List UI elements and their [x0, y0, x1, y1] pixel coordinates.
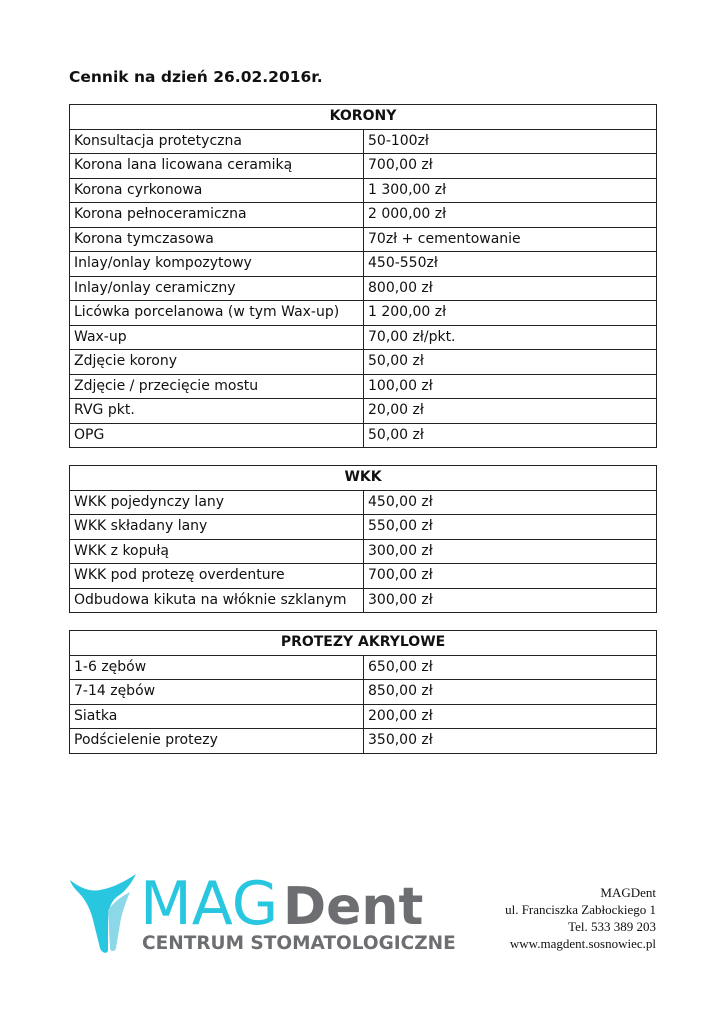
price-cell: 550,00 zł [364, 515, 657, 540]
service-name-cell: Korona cyrkonowa [70, 178, 364, 203]
service-name-cell: Zdjęcie / przecięcie mostu [70, 374, 364, 399]
table-row [70, 655, 657, 680]
price-cell: 450-550zł [364, 252, 657, 277]
table-header: PROTEZY AKRYLOWE [70, 631, 657, 656]
table-row [70, 276, 657, 301]
clinic-phone: Tel. 533 389 203 [568, 919, 656, 934]
service-name-cell: WKK pod protezę overdenture [70, 564, 364, 589]
service-name-cell: Inlay/onlay ceramiczny [70, 276, 364, 301]
clinic-website: www.magdent.sosnowiec.pl [509, 936, 656, 951]
price-cell: 1 200,00 zł [364, 301, 657, 326]
service-name-cell: Korona tymczasowa [70, 227, 364, 252]
price-cell: 700,00 zł [364, 564, 657, 589]
table-row [70, 301, 657, 326]
service-name-cell: Licówka porcelanowa (w tym Wax-up) [70, 301, 364, 326]
service-name-cell: Inlay/onlay kompozytowy [70, 252, 364, 277]
magdent-logo [68, 862, 456, 957]
service-name-cell: 7-14 zębów [70, 680, 364, 705]
clinic-address [505, 884, 656, 952]
price-cell: 50,00 zł [364, 350, 657, 375]
table-row [70, 178, 657, 203]
price-cell: 800,00 zł [364, 276, 657, 301]
table-row [70, 374, 657, 399]
price-table-protezy-akrylowe [69, 630, 657, 754]
service-name-cell: WKK z kopułą [70, 539, 364, 564]
table-row [70, 350, 657, 375]
logo-brand-dent: Dent [283, 877, 424, 937]
service-name-cell: RVG pkt. [70, 399, 364, 424]
table-row [70, 325, 657, 350]
price-cell: 1 300,00 zł [364, 178, 657, 203]
price-table-wkk [69, 465, 657, 613]
price-cell: 70,00 zł/pkt. [364, 325, 657, 350]
table-row [70, 539, 657, 564]
logo-brand-mag: MAG [140, 869, 279, 939]
price-cell: 300,00 zł [364, 539, 657, 564]
price-cell: 650,00 zł [364, 655, 657, 680]
table-row [70, 515, 657, 540]
logo-tagline: CENTRUM STOMATOLOGICZNE [142, 933, 456, 954]
table-header: KORONY [70, 105, 657, 130]
table-row [70, 399, 657, 424]
service-name-cell: Podścielenie protezy [70, 729, 364, 754]
service-name-cell: Wax-up [70, 325, 364, 350]
price-cell: 450,00 zł [364, 490, 657, 515]
service-name-cell: Zdjęcie korony [70, 350, 364, 375]
table-row [70, 252, 657, 277]
service-name-cell: Korona lana licowana ceramiką [70, 154, 364, 179]
service-name-cell: OPG [70, 423, 364, 448]
service-name-cell: 1-6 zębów [70, 655, 364, 680]
price-cell: 50,00 zł [364, 423, 657, 448]
price-cell: 100,00 zł [364, 374, 657, 399]
price-cell: 20,00 zł [364, 399, 657, 424]
service-name-cell: WKK pojedynczy lany [70, 490, 364, 515]
table-row [70, 564, 657, 589]
service-name-cell: WKK składany lany [70, 515, 364, 540]
service-name-cell: Siatka [70, 704, 364, 729]
table-row [70, 729, 657, 754]
price-cell: 700,00 zł [364, 154, 657, 179]
price-cell: 850,00 zł [364, 680, 657, 705]
table-row [70, 423, 657, 448]
table-row [70, 680, 657, 705]
table-header: WKK [70, 466, 657, 491]
page-title: Cennik na dzień 26.02.2016r. [69, 68, 323, 86]
table-row [70, 154, 657, 179]
table-row [70, 203, 657, 228]
service-name-cell: Odbudowa kikuta na włóknie szklanym [70, 588, 364, 613]
price-cell: 50-100zł [364, 129, 657, 154]
table-row [70, 490, 657, 515]
table-row [70, 129, 657, 154]
clinic-street: ul. Franciszka Zabłockiego 1 [505, 902, 656, 917]
price-cell: 70zł + cementowanie [364, 227, 657, 252]
price-cell: 300,00 zł [364, 588, 657, 613]
price-table-korony [69, 104, 657, 448]
price-cell: 2 000,00 zł [364, 203, 657, 228]
table-row [70, 704, 657, 729]
service-name-cell: Korona pełnoceramiczna [70, 203, 364, 228]
clinic-name: MAGDent [600, 885, 656, 900]
service-name-cell: Konsultacja protetyczna [70, 129, 364, 154]
table-row [70, 227, 657, 252]
tooth-icon [70, 874, 136, 953]
price-cell: 200,00 zł [364, 704, 657, 729]
price-cell: 350,00 zł [364, 729, 657, 754]
table-row [70, 588, 657, 613]
